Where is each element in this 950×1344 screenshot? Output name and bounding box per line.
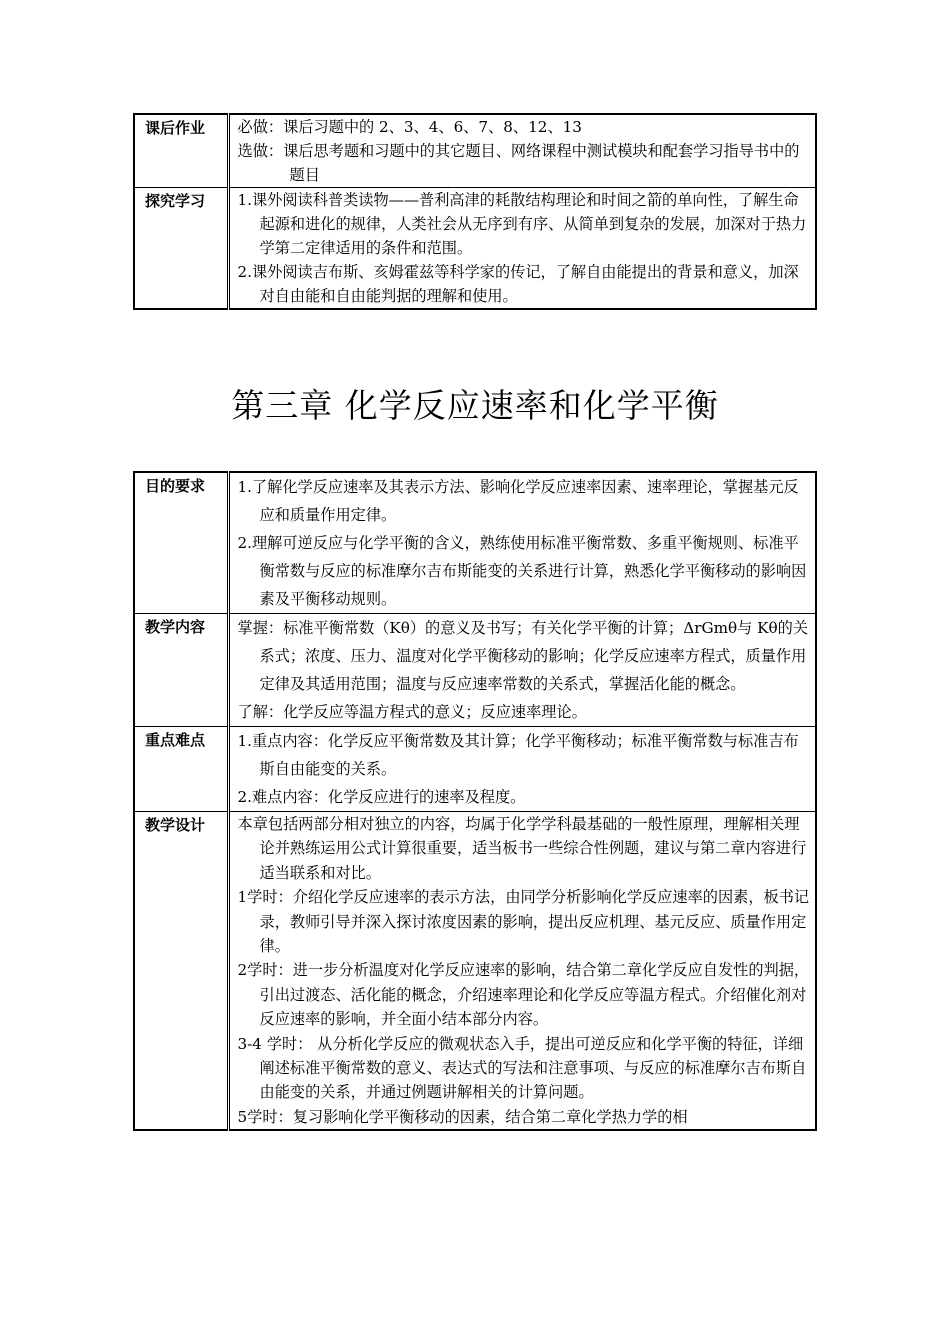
homework-row	[134, 114, 816, 188]
key-points-item-2: 2.难点内容：化学反应进行的速率及程度。	[237, 788, 526, 806]
content-label: 教学内容	[134, 614, 228, 727]
homework-optional: 选做：课后思考题和习题中的其它题目、网络课程中测试模块和配套学习指导书中的题目	[237, 142, 800, 184]
key-points-content	[228, 727, 816, 812]
goals-item-2: 2.理解可逆反应与化学平衡的含义，熟练使用标准平衡常数、多重平衡规则、标准平衡常数与反应的标准摩尔吉布斯能变的关系进行计算，熟悉化学平衡移动的影响因素及平衡移动规则。	[237, 534, 807, 608]
key-points-item-1: 1.重点内容：化学反应平衡常数及其计算；化学平衡移动；标准平衡常数与标准吉布斯自由能变的关系。	[237, 732, 799, 778]
design-hour-3-4: 3-4 学时： 从分析化学反应的微观状态入手，提出可逆反应和化学平衡的特征，详细阐述标准平衡常数的意义、表达式的写法和注意事项、与反应的标准摩尔吉布斯自由能变的关系，并通过例题讲解相关的计算问题。	[237, 1034, 807, 1102]
goals-row	[134, 472, 816, 614]
design-hour-1: 1学时：介绍化学反应速率的表示方法，由同学分析影响化学反应速率的因素，板书记录，教师引导并深入探讨浓度因素的影响，提出反应机理、基元反应、质量作用定律。	[237, 888, 810, 956]
content-master: 掌握：标准平衡常数（Kθ）的意义及书写；有关化学平衡的计算；ΔrGmθ与 Kθ的关系式；浓度、压力、温度对化学平衡移动的影响；化学反应速率方程式，质量作用定律及其适用范围；温度与反应速率常数的关系式，掌握活化能的概念。	[237, 619, 809, 693]
content-content	[228, 614, 816, 727]
syllabus-table	[133, 471, 817, 1131]
content-understand: 了解：化学反应等温方程式的意义；反应速率理论。	[237, 703, 587, 721]
explore-content	[228, 188, 816, 310]
homework-content	[228, 114, 816, 188]
key-points-label: 重点难点	[134, 727, 228, 812]
key-points-row	[134, 727, 816, 812]
design-hour-2: 2学时：进一步分析温度对化学反应速率的影响，结合第二章化学反应自发性的判据，引出过渡态、活化能的概念，介绍速率理论和化学反应等温方程式。介绍催化剂对反应速率的影响，并全面小结本部分内容。	[237, 961, 810, 1029]
goals-content	[228, 472, 816, 614]
explore-row	[134, 188, 816, 310]
homework-required: 必做：课后习题中的 2、3、4、6、7、8、12、13	[237, 118, 582, 136]
content-row	[134, 614, 816, 727]
homework-label: 课后作业	[134, 114, 228, 188]
design-content	[228, 812, 816, 1131]
goals-item-1: 1.了解化学反应速率及其表示方法、影响化学反应速率因素、速率理论，掌握基元反应和质量作用定律。	[237, 478, 799, 524]
explore-label: 探究学习	[134, 188, 228, 310]
homework-table	[133, 113, 817, 310]
design-intro: 本章包括两部分相对独立的内容，均属于化学学科最基础的一般性原理，理解相关理论并熟练运用公式计算很重要，适当板书一些综合性例题，建议与第二章内容进行适当联系和对比。	[237, 815, 807, 882]
design-row	[134, 812, 816, 1131]
design-hour-5: 5学时：复习影响化学平衡移动的因素，结合第二章化学热力学的相	[237, 1107, 688, 1126]
explore-item-1: 1.课外阅读科普类读物——普利高津的耗散结构理论和时间之箭的单向性，了解生命起源和进化的规律，人类社会从无序到有序、从简单到复杂的发展，加深对于热力学第二定律适用的条件和范围。	[237, 191, 807, 257]
chapter-title: 第三章 化学反应速率和化学平衡	[231, 386, 719, 425]
goals-label: 目的要求	[134, 472, 228, 614]
explore-item-2: 2.课外阅读吉布斯、亥姆霍兹等科学家的传记，了解自由能提出的背景和意义，加深对自由能和自由能判据的理解和使用。	[237, 263, 799, 305]
design-label: 教学设计	[134, 812, 228, 1131]
